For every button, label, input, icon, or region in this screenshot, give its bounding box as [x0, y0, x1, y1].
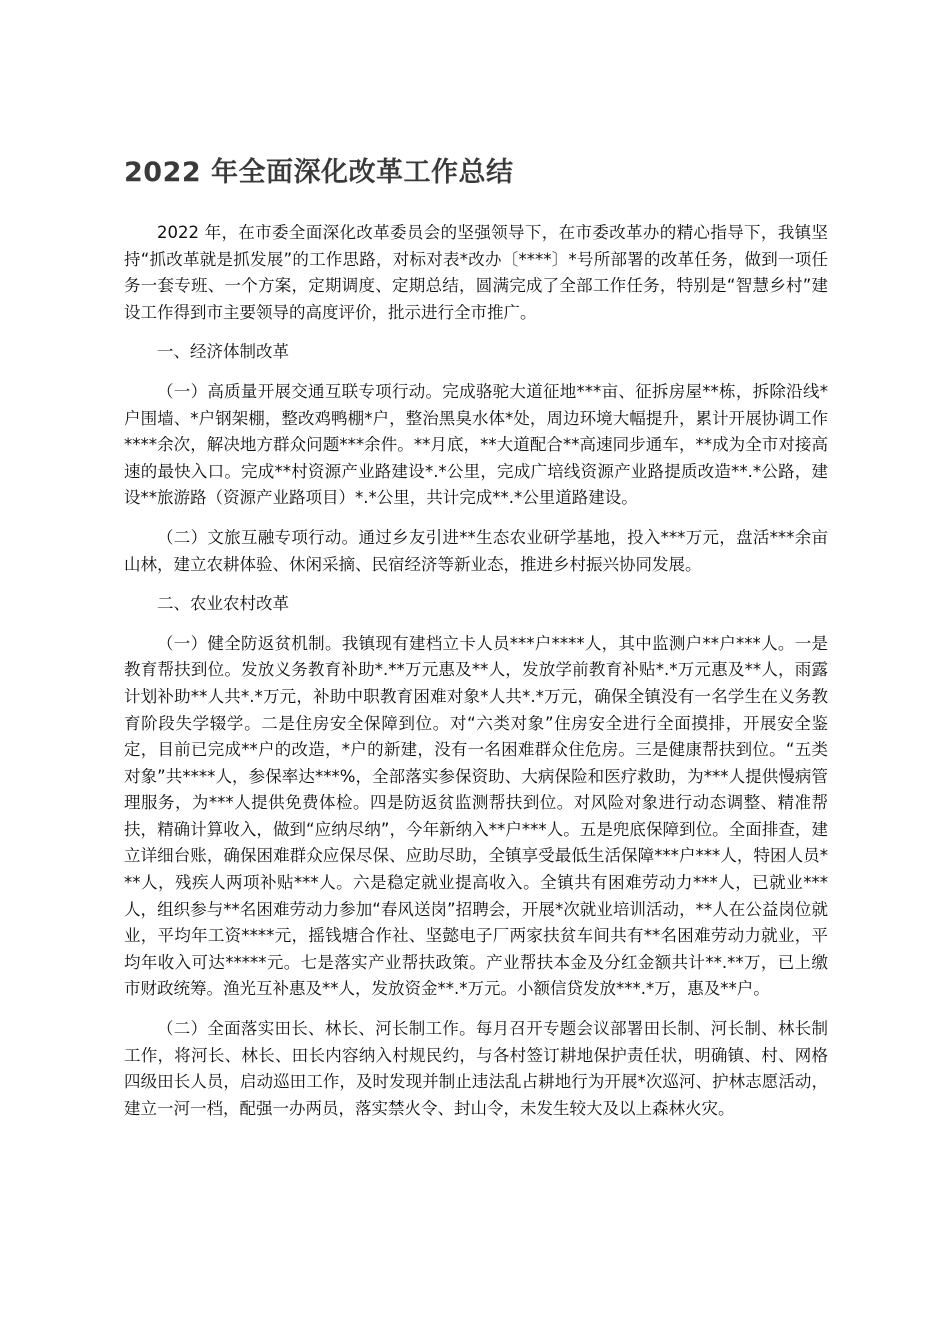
paragraph-anti-poverty-mechanism: （一）健全防返贫机制。我镇现有建档立卡人员***户****人，其中监测户**户***人。一是教育帮扶到位。发放义务教育补助*.**万元惠及**人，发放学前教育补贴*.*万元惠及**人，雨露计划补助**人共*.*万元，补助中职教育困难对象*人共*.*万元，确保全镇没有一名学生在义务教育阶段失学辍学。二是住房安全保障到位。对“六类对象”住房安全进行全面摸排，开展安全鉴定，目前已完成**户的改造，*户的新建，没有一名困难群众住危房。三是健康帮扶到位。“五类对象”共****人，参保率达***%，全部落实参保资助、大病保险和医疗救助，为***人提供慢病管理服务，为***人提供免费体检。四是防返贫监测帮扶到位。对风险对象进行动态调整、精准帮扶，精确计算收入，做到“应纳尽纳”，今年新纳入**户***人。五是兜底保障到位。全面排查，建立详细台账，确保困难群众应保尽保、应助尽助，全镇享受最低生活保障***户***人，特困人员***人，残疾人两项补贴***人。六是稳定就业提高收入。全镇共有困难劳动力***人，已就业***人，组织参与**名困难劳动力参加“春风送岗”招聘会，开展*次就业培训活动，**人在公益岗位就业，平均年工资****元，摇钱塘合作社、坚懿电子厂两家扶贫车间共有**名困难劳动力就业，平均年收入可达*****元。七是落实产业帮扶政策。产业帮扶本金及分红金额共计**.**万，已上缴市财政统筹。渔光互补惠及**人，发放资金**.*万元。小额信贷发放***.*万，惠及**户。	[124, 633, 829, 999]
intro-paragraph: 2022 年，在市委全面深化改革委员会的坚强领导下，在市委改革办的精心指导下，我镇坚持“抓改革就是抓发展”的工作思路，对标对表*改办〔****〕*号所部署的改革任务，做到一项任务一套专班、一个方案，定期调度、定期总结，圆满完成了全部工作任务，特别是“智慧乡村”建设工作得到市主要领导的高度评价，批示进行全市推广。	[124, 223, 828, 322]
section-heading-economic-reform: 一、经济体制改革	[157, 342, 289, 362]
document-title: 2022 年全面深化改革工作总结	[124, 157, 514, 188]
paragraph-transport-action: （一）高质量开展交通互联专项行动。完成骆驼大道征地***亩、征拆房屋**栋，拆除沿线*户围墙、*户钢架棚，整改鸡鸭棚*户，整治黑臭水体*处，周边环境大幅提升，累计开展协调工作****余次，解决地方群众问题***余件。**月底，**大道配合**高速同步通车，**成为全市对接高速的最快入口。完成**村资源产业路建设*.*公里，完成广培线资源产业路提质改造**.*公路，建设**旅游路（资源产业路项目）*.*公里，共计完成**.*公里道路建设。	[124, 381, 828, 508]
paragraph-field-forest-river-chief: （二）全面落实田长、林长、河长制工作。每月召开专题会议部署田长制、河长制、林长制工作，将河长、林长、田长内容纳入村规民约，与各村签订耕地保护责任状，明确镇、村、网格四级田长人员，启动巡田工作，及时发现并制止违法乱占耕地行为开展*次巡河、护林志愿活动，建立一河一档，配强一办两员，落实禁火令、封山令，未发生较大及以上森林火灾。	[124, 1019, 828, 1118]
section-heading-agriculture-reform: 二、农业农村改革	[157, 594, 289, 614]
document-page	[124, 152, 828, 1135]
paragraph-tourism-action: （二）文旅互融专项行动。通过乡友引进**生态农业研学基地，投入***万元，盘活***余亩山林，建立农耕体验、休闲采摘、民宿经济等新业态，推进乡村振兴协同发展。	[124, 527, 828, 574]
